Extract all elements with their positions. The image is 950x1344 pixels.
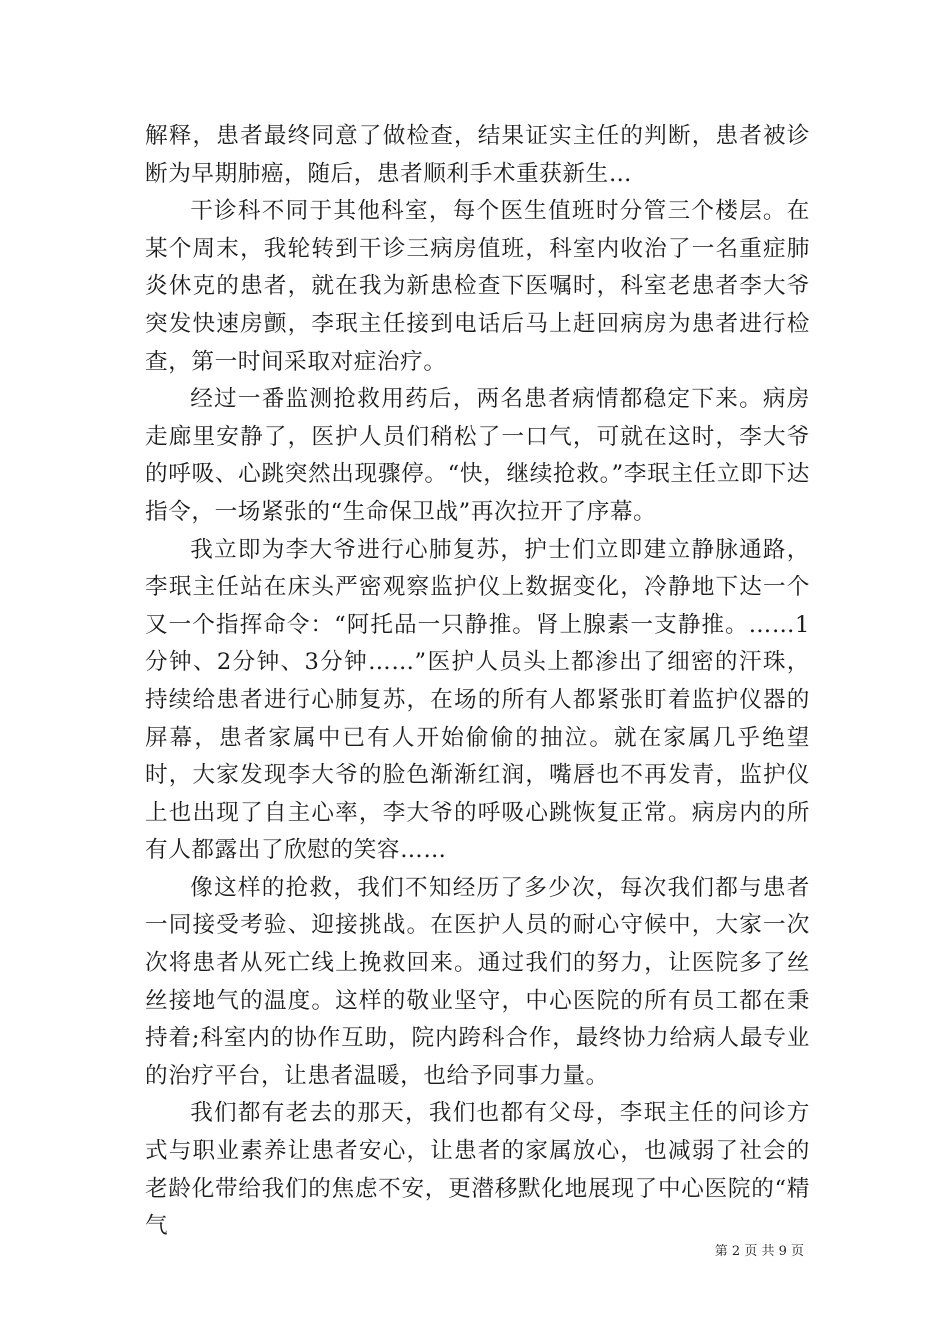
page-number-footer: 第 2 页 共 9 页 xyxy=(714,1244,804,1259)
paragraph-6: 我们都有老去的那天，我们也都有父母，李珉主任的问诊方式与职业素养让患者安心，让患者的家属放心，也减弱了社会的老龄化带给我们的焦虑不安，更潜移默化地展现了中心医院的“精气 xyxy=(145,1100,810,1240)
paragraph-2: 干诊科不同于其他科室，每个医生值班时分管三个楼层。在某个周末，我轮转到干诊三病房值班，科室内收治了一名重症肺炎休克的患者，就在我为新患检查下医嘱时，科室老患者李大爷突发快速房颤，李珉主任接到电话后马上赶回病房为患者进行检查，第一时间采取对症治疗。 xyxy=(145,198,810,375)
paragraph-5: 像这样的抢救，我们不知经历了多少次，每次我们都与患者一同接受考验、迎接挑战。在医护人员的耐心守候中，大家一次次将患者从死亡线上挽救回来。通过我们的努力，让医院多了丝丝接地气的温度。这样的敬业坚守，中心医院的所有员工都在秉持着;科室内的协作互助，院内跨科合作，最终协力给病人最专业的治疗平台，让患者温暖，也给予同事力量。 xyxy=(145,874,810,1089)
paragraph-4: 我立即为李大爷进行心肺复苏，护士们立即建立静脉通路，李珉主任站在床头严密观察监护仪上数据变化，冷静地下达一个又一个指挥命令：“阿托品一只静推。肾上腺素一支静推。……1分钟、2分钟、3分钟……”医护人员头上都渗出了细密的汗珠，持续给患者进行心肺复苏，在场的所有人都紧张盯着监护仪器的屏幕，患者家属中已有人开始偷偷的抽泣。就在家属几乎绝望时，大家发现李大爷的脸色渐渐红润，嘴唇也不再发青，监护仪上也出现了自主心率，李大爷的呼吸心跳恢复正常。病房内的所有人都露出了欣慰的笑容…… xyxy=(145,536,810,864)
document-body xyxy=(145,118,810,1246)
paragraph-1: 解释，患者最终同意了做检查，结果证实主任的判断，患者被诊断为早期肺癌，随后，患者顺利手术重获新生… xyxy=(145,123,810,187)
paragraph-3: 经过一番监测抢救用药后，两名患者病情都稳定下来。病房走廊里安静了，医护人员们稍松了一口气，可就在这时，李大爷的呼吸、心跳突然出现骤停。“快，继续抢救。”李珉主任立即下达指令，一场紧张的“生命保卫战”再次拉开了序幕。 xyxy=(145,386,810,525)
